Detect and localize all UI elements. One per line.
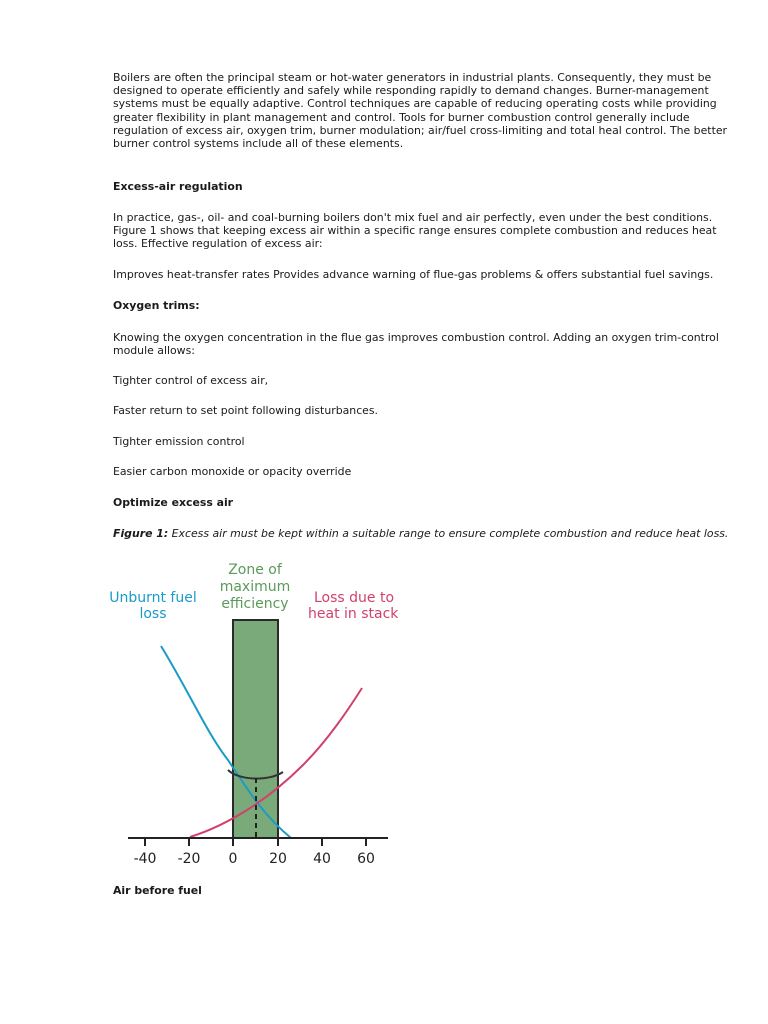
oxygen-benefit-1: Tighter control of excess air, (113, 374, 269, 387)
air-before-fuel-heading: Air before fuel (113, 884, 202, 897)
excess-air-figure (108, 560, 398, 870)
tick-label: 0 (228, 851, 238, 867)
oxygen-trims-paragraph: Knowing the oxygen concentration in the flue gas improves combustion control. Adding an oxygen trim-control module allows: (113, 331, 719, 358)
oxygen-trims-heading: Oxygen trims: (113, 299, 200, 312)
oxygen-benefit-4: Easier carbon monoxide or opacity override (113, 465, 352, 478)
zone-label-2: maximum (219, 579, 291, 595)
tick-label: 60 (357, 851, 375, 867)
unburnt-fuel-label: Unburnt fuel (109, 590, 197, 606)
excess-air-heading: Excess-air regulation (113, 180, 243, 193)
optimize-excess-air-heading: Optimize excess air (113, 496, 234, 509)
intro-paragraph: Boilers are often the principal steam or hot-water generators in industrial plants. Consequently, they must be designed to operate efficiently and safely while responding rapidly to demand changes. Burner-management systems must be equally adaptive. Control techniques are capable of reducing operating costs while providing greater flexibility in plant management and control. Tools for burner combustion control generally include regulation of excess air, oxygen trim, burner modulation; air/fuel cross-limiting and total heal control. The better burner control systems include all of these elements. (113, 71, 728, 151)
zone-label-3: efficiency (221, 596, 289, 612)
figure-caption (113, 527, 743, 540)
oxygen-benefit-2: Faster return to set point following disturbances. (113, 404, 379, 417)
oxygen-benefit-3: Tighter emission control (113, 435, 245, 448)
unburnt-fuel-label-2: loss (139, 606, 167, 622)
excess-air-benefits: Improves heat-transfer rates Provides advance warning of flue-gas problems & offers substantial fuel savings. (113, 268, 714, 281)
x-axis-ticks (145, 838, 366, 846)
stack-loss-label-1: Loss due to (314, 590, 395, 606)
figure-caption-text: Excess air must be kept within a suitable range to ensure complete combustion and reduce heat loss. (168, 527, 729, 540)
tick-label: -20 (177, 851, 201, 867)
excess-air-paragraph: In practice, gas-, oil- and coal-burning boilers don't mix fuel and air perfectly, even under the best conditions. Figure 1 shows that keeping excess air within a specific range ensures complete combustion and reduces heat loss. Effective regulation of excess air: (113, 211, 717, 251)
stack-loss-label-2: heat in stack (308, 606, 398, 622)
figure-caption-lead: Figure 1: (113, 527, 169, 540)
zone-label-1: Zone of (228, 562, 282, 578)
tick-label: 20 (269, 851, 287, 867)
tick-label: -40 (133, 851, 157, 867)
tick-label: 40 (313, 851, 331, 867)
